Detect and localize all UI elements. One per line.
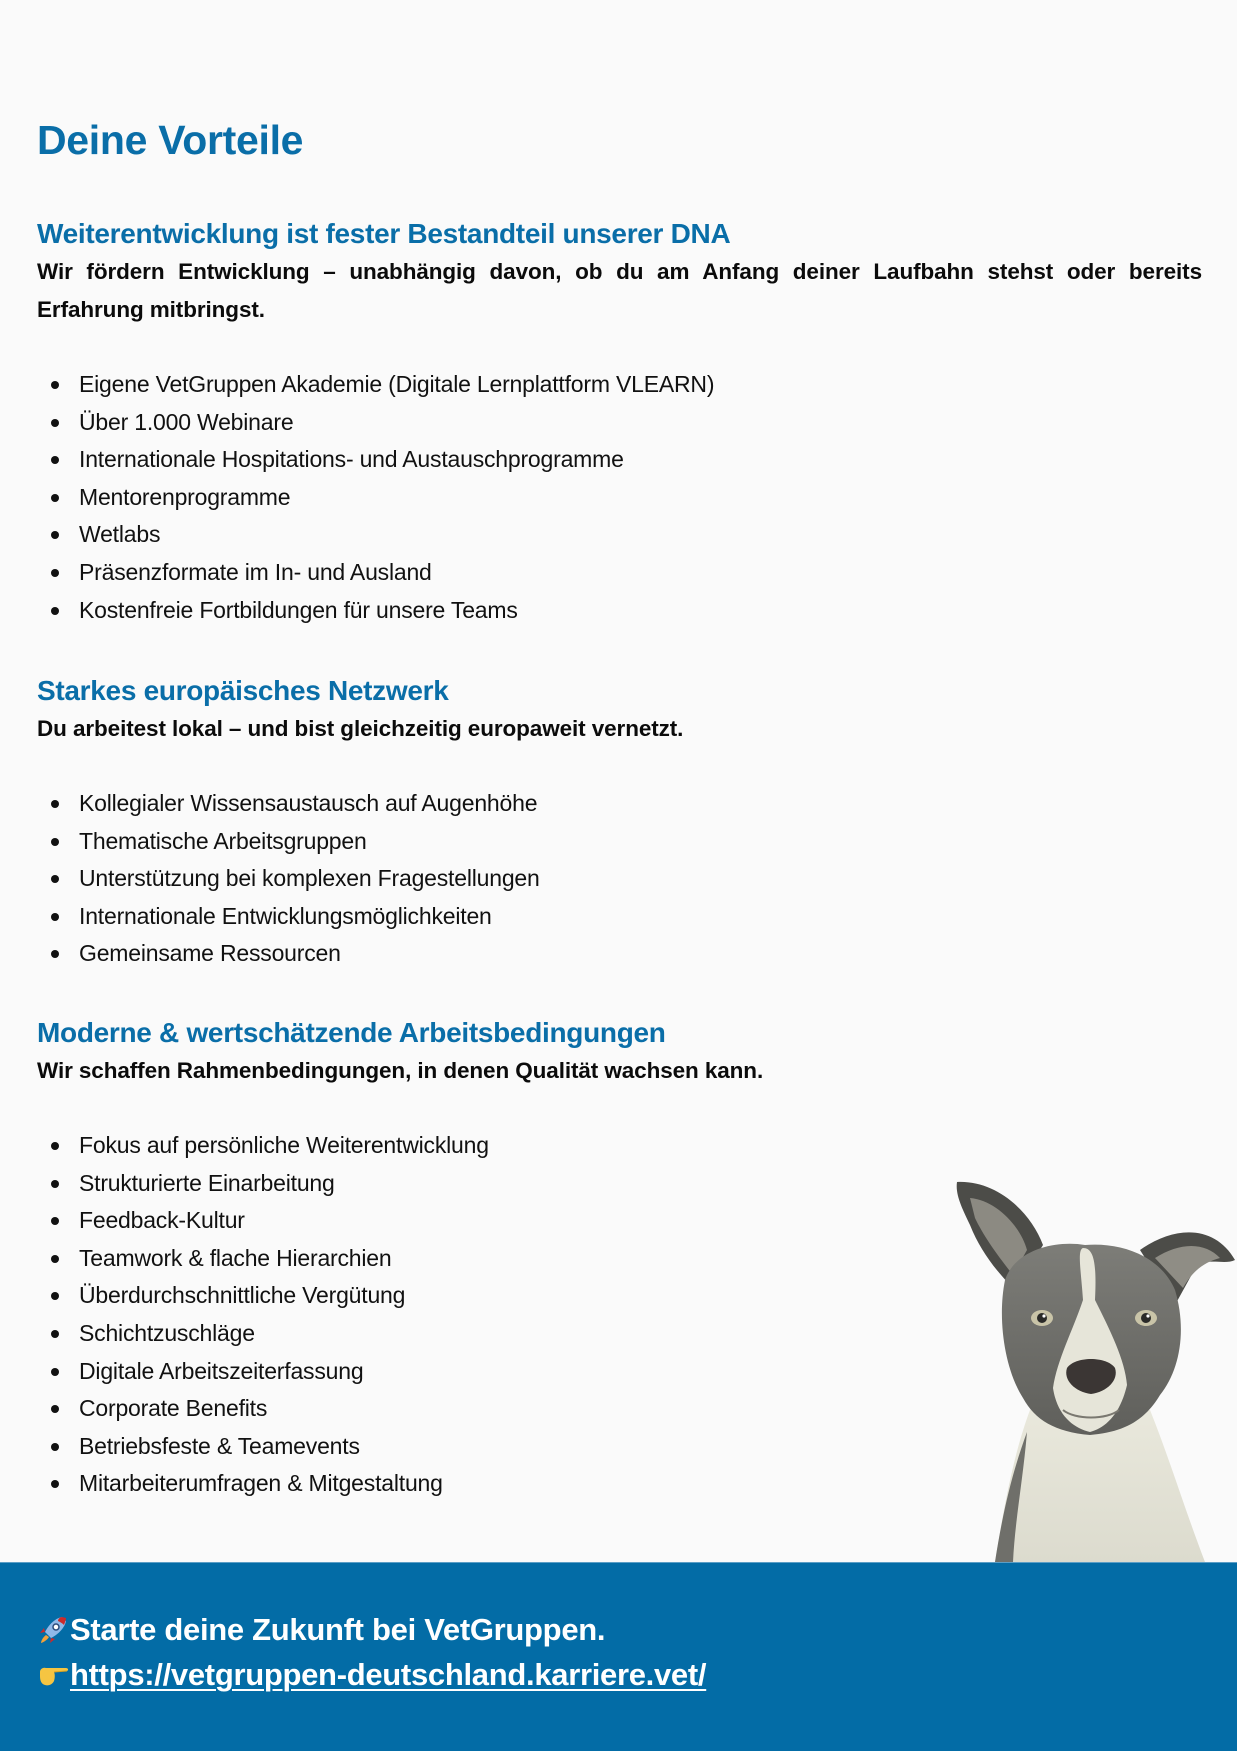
section-intro: Wir fördern Entwicklung – unabhängig davon, ob du am Anfang deiner Laufbahn stehst oder bereits Erfahrung mitbringst. bbox=[37, 259, 1202, 322]
bullet-icon bbox=[51, 875, 59, 883]
list-item bbox=[37, 1127, 1202, 1165]
list-item bbox=[37, 592, 1202, 630]
footer-tagline: Starte deine Zukunft bei VetGruppen. bbox=[70, 1612, 606, 1647]
list-item bbox=[37, 366, 1202, 404]
list-item-text: Eigene VetGruppen Akademie (Digitale Lernplattform VLEARN) bbox=[79, 371, 715, 397]
bullet-icon bbox=[51, 1330, 59, 1338]
bullet-icon bbox=[51, 494, 59, 502]
dog-photo bbox=[935, 1170, 1237, 1562]
bullet-icon bbox=[51, 1443, 59, 1451]
list-item bbox=[37, 404, 1202, 442]
list-item-text: Gemeinsame Ressourcen bbox=[79, 940, 341, 967]
list-item bbox=[37, 479, 1202, 517]
section-netzwerk bbox=[37, 672, 1202, 973]
list-item-text: Strukturierte Einarbeitung bbox=[79, 1169, 335, 1196]
list-item bbox=[37, 785, 1202, 823]
section-heading: Starkes europäisches Netzwerk bbox=[37, 675, 449, 706]
list-item-text: Mentorenprogramme bbox=[79, 483, 291, 510]
bullet-icon bbox=[51, 1255, 59, 1263]
list-item-text: Unterstützung bei komplexen Fragestellungen bbox=[79, 865, 540, 892]
list-item-text: Feedback-Kultur bbox=[79, 1207, 245, 1234]
bullet-icon bbox=[51, 569, 59, 577]
list-item-text: Corporate Benefits bbox=[79, 1395, 268, 1422]
list-item-text: Betriebsfeste & Teamevents bbox=[79, 1432, 360, 1459]
list-item-text: Kostenfreie Fortbildungen für unsere Teams bbox=[79, 596, 518, 623]
list-item-text: Überdurchschnittliche Vergütung bbox=[79, 1282, 406, 1309]
benefit-list bbox=[37, 785, 1202, 973]
list-item bbox=[37, 935, 1202, 973]
list-item bbox=[37, 823, 1202, 861]
section-heading: Moderne & wertschätzende Arbeitsbedingungen bbox=[37, 1017, 666, 1048]
section-heading: Weiterentwicklung ist fester Bestandteil unserer DNA bbox=[37, 218, 731, 249]
bullet-icon bbox=[51, 419, 59, 427]
page-title: Deine Vorteile bbox=[37, 117, 304, 163]
bullet-icon bbox=[51, 1292, 59, 1300]
bullet-icon bbox=[51, 800, 59, 808]
list-item-text: Schichtzuschläge bbox=[79, 1319, 255, 1346]
list-item-text: Internationale Hospitations- und Austauschprogramme bbox=[79, 446, 624, 473]
rocket-icon bbox=[36, 1613, 70, 1647]
bullet-icon bbox=[51, 1480, 59, 1488]
bullet-icon bbox=[51, 950, 59, 958]
benefit-list bbox=[37, 366, 1202, 629]
bullet-icon bbox=[51, 381, 59, 389]
career-link[interactable]: https://vetgruppen-deutschland.karriere.vet/ bbox=[70, 1657, 707, 1692]
pointing-hand-icon bbox=[36, 1658, 70, 1692]
bullet-icon bbox=[51, 1180, 59, 1188]
bullet-icon bbox=[51, 913, 59, 921]
section-intro: Wir schaffen Rahmenbedingungen, in denen Qualität wachsen kann. bbox=[37, 1058, 764, 1083]
footer-link-row bbox=[36, 1657, 706, 1693]
list-item bbox=[37, 898, 1202, 936]
list-item bbox=[37, 516, 1202, 554]
bullet-icon bbox=[51, 456, 59, 464]
bullet-icon bbox=[51, 1405, 59, 1413]
bullet-icon bbox=[51, 607, 59, 615]
list-item-text: Präsenzformate im In- und Ausland bbox=[79, 558, 432, 585]
bullet-icon bbox=[51, 838, 59, 846]
list-item-text: Teamwork & flache Hierarchien bbox=[79, 1244, 392, 1271]
list-item bbox=[37, 554, 1202, 592]
list-item-text: Mitarbeiterumfragen & Mitgestaltung bbox=[79, 1470, 443, 1497]
section-weiterentwicklung bbox=[37, 215, 1202, 629]
bullet-icon bbox=[51, 1368, 59, 1376]
list-item-text: Kollegialer Wissensaustausch auf Augenhöhe bbox=[79, 790, 538, 816]
list-item-text: Fokus auf persönliche Weiterentwicklung bbox=[79, 1132, 489, 1158]
list-item-text: Wetlabs bbox=[79, 521, 161, 548]
list-item-text: Thematische Arbeitsgruppen bbox=[79, 827, 367, 854]
section-intro: Du arbeitest lokal – und bist gleichzeitig europaweit vernetzt. bbox=[37, 716, 684, 741]
bullet-icon bbox=[51, 531, 59, 539]
list-item-text: Über 1.000 Webinare bbox=[79, 408, 294, 435]
list-item bbox=[37, 441, 1202, 479]
bullet-icon bbox=[51, 1217, 59, 1225]
bullet-icon bbox=[51, 1142, 59, 1150]
list-item bbox=[37, 860, 1202, 898]
footer-tagline-row bbox=[36, 1612, 605, 1648]
list-item-text: Internationale Entwicklungsmöglichkeiten bbox=[79, 902, 492, 929]
list-item-text: Digitale Arbeitszeiterfassung bbox=[79, 1357, 364, 1384]
